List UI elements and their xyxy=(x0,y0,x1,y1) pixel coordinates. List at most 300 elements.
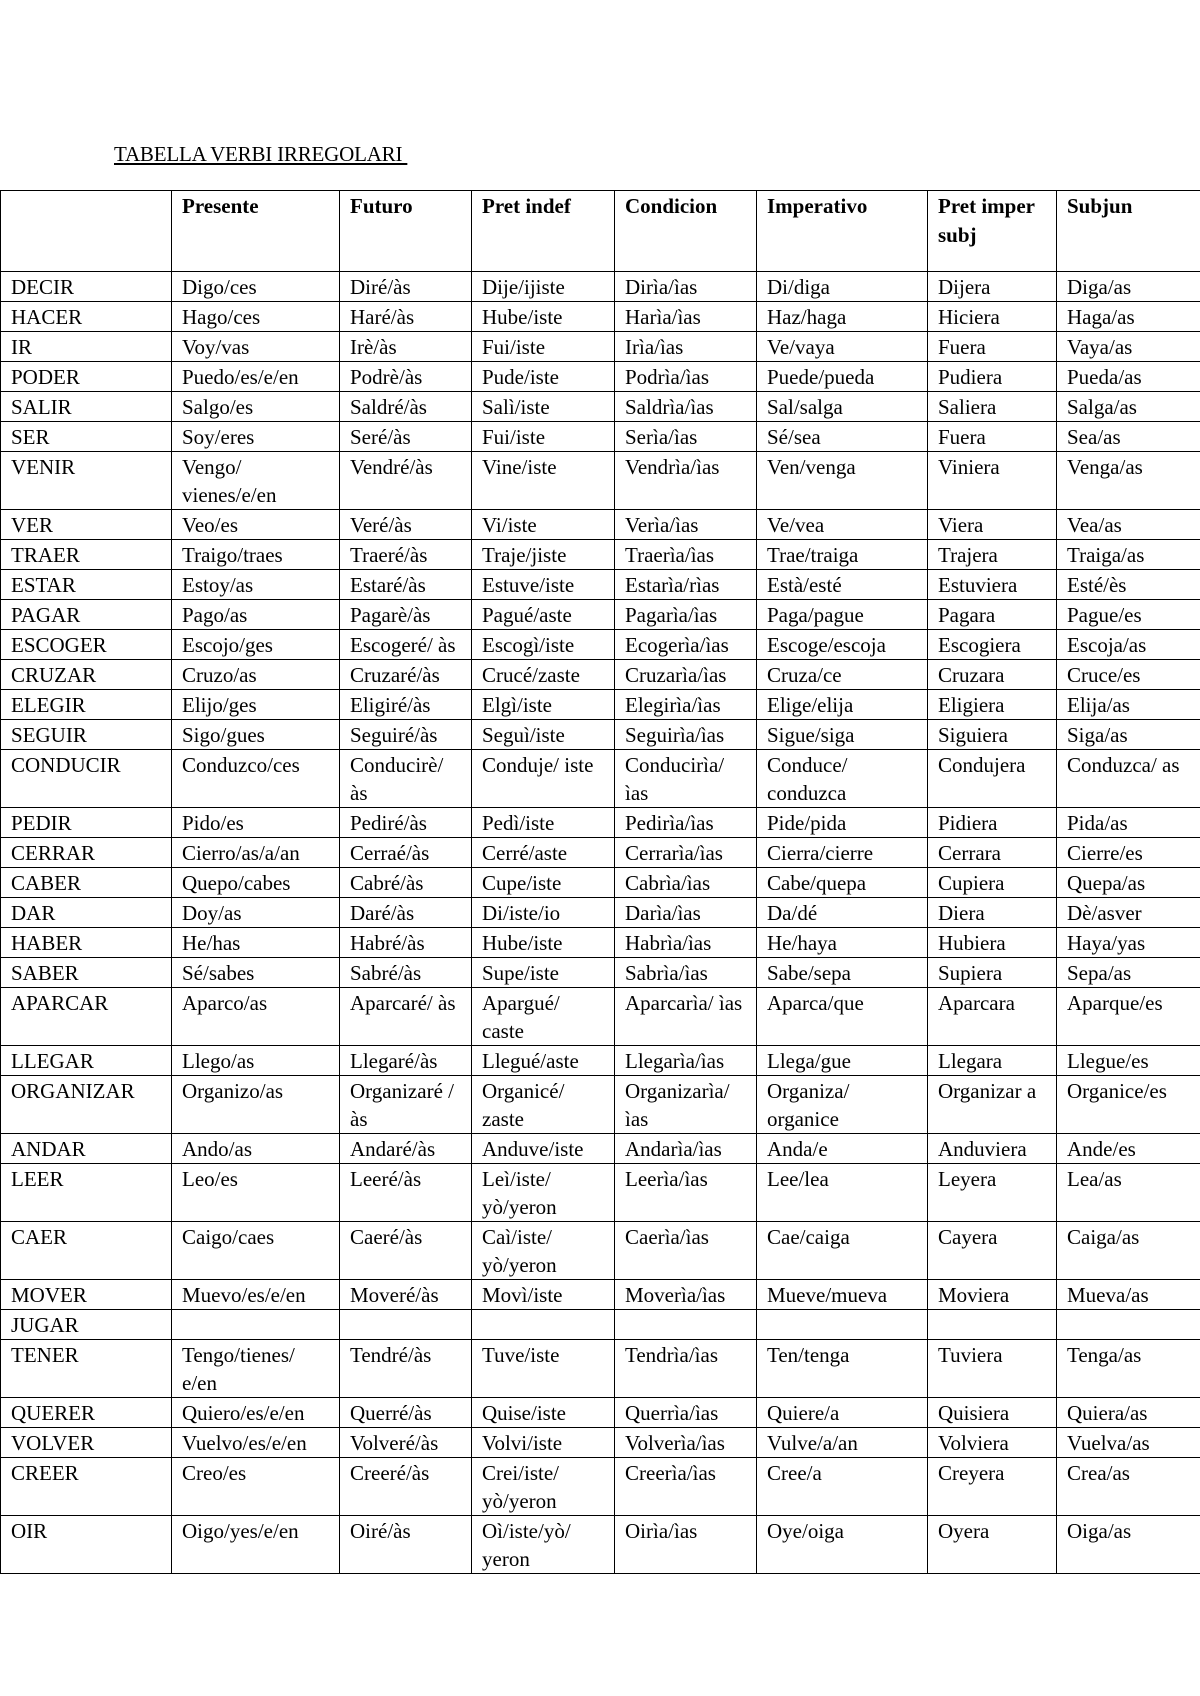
table-row xyxy=(1,1046,1200,1076)
conjugation-cell: Quisiera xyxy=(928,1398,1057,1428)
verb-cell: SER xyxy=(1,422,172,452)
table-row xyxy=(1,720,1200,750)
conjugation-cell xyxy=(472,1310,615,1340)
verb-cell: CERRAR xyxy=(1,838,172,868)
conjugation-cell: Cierre/es xyxy=(1057,838,1200,868)
conjugation-cell: Elija/as xyxy=(1057,690,1200,720)
conjugation-cell: Oirìa/ìas xyxy=(615,1516,757,1574)
conjugation-cell: Cerrarìa/ìas xyxy=(615,838,757,868)
conjugation-cell: Quiero/es/e/en xyxy=(172,1398,340,1428)
conjugation-cell: Caeré/às xyxy=(340,1222,472,1280)
verb-cell: QUERER xyxy=(1,1398,172,1428)
conjugation-cell: Hubiera xyxy=(928,928,1057,958)
conjugation-cell: Hube/iste xyxy=(472,928,615,958)
verb-cell: ESCOGER xyxy=(1,630,172,660)
verb-cell: VENIR xyxy=(1,452,172,510)
conjugation-cell: Leyera xyxy=(928,1164,1057,1222)
conjugation-cell: Saldrìa/ìas xyxy=(615,392,757,422)
table-row xyxy=(1,422,1200,452)
conjugation-cell: Vendré/às xyxy=(340,452,472,510)
conjugation-cell: Sé/sea xyxy=(757,422,928,452)
conjugation-cell: Cerrara xyxy=(928,838,1057,868)
table-row xyxy=(1,928,1200,958)
conjugation-cell: Vengo/ vienes/e/en xyxy=(172,452,340,510)
table-row xyxy=(1,272,1200,302)
verb-cell: ELEGIR xyxy=(1,690,172,720)
conjugation-cell: Aparque/es xyxy=(1057,988,1200,1046)
conjugation-cell: Veo/es xyxy=(172,510,340,540)
conjugation-cell: Volveré/às xyxy=(340,1428,472,1458)
conjugation-cell: Oye/oiga xyxy=(757,1516,928,1574)
conjugation-cell: Cabe/quepa xyxy=(757,868,928,898)
conjugation-cell: Dè/asver xyxy=(1057,898,1200,928)
conjugation-cell: Caigo/caes xyxy=(172,1222,340,1280)
conjugation-cell: Està/esté xyxy=(757,570,928,600)
conjugation-cell: Anduve/iste xyxy=(472,1134,615,1164)
conjugation-cell: Supiera xyxy=(928,958,1057,988)
conjugation-cell: Cruzara xyxy=(928,660,1057,690)
conjugation-cell: Quepo/cabes xyxy=(172,868,340,898)
conjugation-cell: Podrìa/ìas xyxy=(615,362,757,392)
verb-cell: ANDAR xyxy=(1,1134,172,1164)
conjugation-cell: Podrè/às xyxy=(340,362,472,392)
conjugation-cell: Creyera xyxy=(928,1458,1057,1516)
conjugation-cell: Doy/as xyxy=(172,898,340,928)
conjugation-cell: Moviera xyxy=(928,1280,1057,1310)
table-row xyxy=(1,750,1200,808)
table-row xyxy=(1,600,1200,630)
conjugation-cell: Elgì/iste xyxy=(472,690,615,720)
conjugation-cell: Muevo/es/e/en xyxy=(172,1280,340,1310)
conjugation-cell: Quiere/a xyxy=(757,1398,928,1428)
conjugation-cell: Sigo/gues xyxy=(172,720,340,750)
conjugation-cell: Tendré/às xyxy=(340,1340,472,1398)
conjugation-cell: Fui/iste xyxy=(472,422,615,452)
conjugation-cell: Pediré/às xyxy=(340,808,472,838)
conjugation-cell: Cruzo/as xyxy=(172,660,340,690)
conjugation-cell: Estoy/as xyxy=(172,570,340,600)
conjugation-cell: Pagarìa/ìas xyxy=(615,600,757,630)
conjugation-cell: Vaya/as xyxy=(1057,332,1200,362)
conjugation-cell: Pagarè/às xyxy=(340,600,472,630)
verb-cell: LLEGAR xyxy=(1,1046,172,1076)
conjugation-cell: Diera xyxy=(928,898,1057,928)
verb-cell: CABER xyxy=(1,868,172,898)
verb-cell: IR xyxy=(1,332,172,362)
conjugation-cell: Fuera xyxy=(928,422,1057,452)
table-row xyxy=(1,332,1200,362)
conjugation-cell: Leo/es xyxy=(172,1164,340,1222)
conjugation-cell: Cruce/es xyxy=(1057,660,1200,690)
conjugation-cell: Estaré/às xyxy=(340,570,472,600)
conjugation-cell: Conduje/ iste xyxy=(472,750,615,808)
table-row xyxy=(1,690,1200,720)
table-row xyxy=(1,1076,1200,1134)
conjugation-cell: Saldré/às xyxy=(340,392,472,422)
conjugation-cell: Conduzca/ as xyxy=(1057,750,1200,808)
header-cell-verb xyxy=(1,191,172,272)
conjugation-cell: Traiga/as xyxy=(1057,540,1200,570)
verb-cell: CAER xyxy=(1,1222,172,1280)
conjugation-cell: Salga/as xyxy=(1057,392,1200,422)
conjugation-cell: Traje/jiste xyxy=(472,540,615,570)
table-row xyxy=(1,1516,1200,1574)
conjugation-cell: Organiza/ organice xyxy=(757,1076,928,1134)
table-row xyxy=(1,808,1200,838)
irregular-verbs-table xyxy=(0,190,1200,1574)
conjugation-cell: Seguiré/às xyxy=(340,720,472,750)
conjugation-cell: Dijera xyxy=(928,272,1057,302)
conjugation-cell: Vulve/a/an xyxy=(757,1428,928,1458)
conjugation-cell: Vuelvo/es/e/en xyxy=(172,1428,340,1458)
table-row xyxy=(1,570,1200,600)
conjugation-cell: Cruzaré/às xyxy=(340,660,472,690)
verb-cell: DAR xyxy=(1,898,172,928)
conjugation-cell: Creeré/às xyxy=(340,1458,472,1516)
conjugation-cell: Di/iste/io xyxy=(472,898,615,928)
conjugation-cell: Lea/as xyxy=(1057,1164,1200,1222)
conjugation-cell: Anduviera xyxy=(928,1134,1057,1164)
conjugation-cell: Sabré/às xyxy=(340,958,472,988)
conjugation-cell: Habré/às xyxy=(340,928,472,958)
conjugation-cell: Organice/es xyxy=(1057,1076,1200,1134)
conjugation-cell: Organizaré /às xyxy=(340,1076,472,1134)
conjugation-cell: Cabrìa/ìas xyxy=(615,868,757,898)
conjugation-cell: Crea/as xyxy=(1057,1458,1200,1516)
conjugation-cell xyxy=(340,1310,472,1340)
conjugation-cell: Conduce/ conduzca xyxy=(757,750,928,808)
conjugation-cell: Tendrìa/ìas xyxy=(615,1340,757,1398)
conjugation-cell: Leeré/às xyxy=(340,1164,472,1222)
conjugation-cell: Dirìa/ìas xyxy=(615,272,757,302)
table-row xyxy=(1,1164,1200,1222)
conjugation-cell: Hago/ces xyxy=(172,302,340,332)
conjugation-cell: Condujera xyxy=(928,750,1057,808)
conjugation-cell: Caiga/as xyxy=(1057,1222,1200,1280)
conjugation-cell: Quiera/as xyxy=(1057,1398,1200,1428)
conjugation-cell: Andarìa/ìas xyxy=(615,1134,757,1164)
table-row xyxy=(1,1134,1200,1164)
conjugation-cell: Ten/tenga xyxy=(757,1340,928,1398)
conjugation-cell: Volvi/iste xyxy=(472,1428,615,1458)
table-row xyxy=(1,1340,1200,1398)
conjugation-cell: Darìa/ìas xyxy=(615,898,757,928)
conjugation-cell: Eligiera xyxy=(928,690,1057,720)
conjugation-cell: Organizar a xyxy=(928,1076,1057,1134)
conjugation-cell: Cayera xyxy=(928,1222,1057,1280)
conjugation-cell: Cupe/iste xyxy=(472,868,615,898)
verb-cell: HACER xyxy=(1,302,172,332)
conjugation-cell: Caì/iste/ yò/yeron xyxy=(472,1222,615,1280)
conjugation-cell: Viera xyxy=(928,510,1057,540)
verb-cell: PODER xyxy=(1,362,172,392)
conjugation-cell: Venga/as xyxy=(1057,452,1200,510)
conjugation-cell xyxy=(615,1310,757,1340)
conjugation-cell: Siga/as xyxy=(1057,720,1200,750)
verb-cell: CREER xyxy=(1,1458,172,1516)
conjugation-cell: Traerìa/ìas xyxy=(615,540,757,570)
conjugation-cell: Seré/às xyxy=(340,422,472,452)
table-row xyxy=(1,452,1200,510)
conjugation-cell: Pedì/iste xyxy=(472,808,615,838)
conjugation-cell: He/haya xyxy=(757,928,928,958)
conjugation-cell: Hube/iste xyxy=(472,302,615,332)
conjugation-cell: Conducirìa/ ìas xyxy=(615,750,757,808)
conjugation-cell: Cae/caiga xyxy=(757,1222,928,1280)
conjugation-cell: Puede/pueda xyxy=(757,362,928,392)
conjugation-cell: Diga/as xyxy=(1057,272,1200,302)
conjugation-cell: Dije/ijiste xyxy=(472,272,615,302)
header-cell: Subjun xyxy=(1057,191,1200,272)
conjugation-cell: Pueda/as xyxy=(1057,362,1200,392)
verb-cell: JUGAR xyxy=(1,1310,172,1340)
conjugation-cell: Ven/venga xyxy=(757,452,928,510)
table-row xyxy=(1,1458,1200,1516)
conjugation-cell: Vendrìa/ìas xyxy=(615,452,757,510)
conjugation-cell: Sepa/as xyxy=(1057,958,1200,988)
conjugation-cell: Salgo/es xyxy=(172,392,340,422)
conjugation-cell: Quepa/as xyxy=(1057,868,1200,898)
conjugation-cell: Aparca/que xyxy=(757,988,928,1046)
conjugation-cell: Haré/às xyxy=(340,302,472,332)
conjugation-cell: Trajera xyxy=(928,540,1057,570)
table-row xyxy=(1,988,1200,1046)
conjugation-cell: Salì/iste xyxy=(472,392,615,422)
conjugation-cell: Estuviera xyxy=(928,570,1057,600)
conjugation-cell: Cree/a xyxy=(757,1458,928,1516)
conjugation-cell: Elegirìa/ìas xyxy=(615,690,757,720)
header-cell: Pret imper subj xyxy=(928,191,1057,272)
conjugation-cell: Seguirìa/ìas xyxy=(615,720,757,750)
conjugation-cell: Tengo/tienes/ e/en xyxy=(172,1340,340,1398)
conjugation-cell: Estuve/iste xyxy=(472,570,615,600)
conjugation-cell: Apargué/ caste xyxy=(472,988,615,1046)
conjugation-cell: Haya/yas xyxy=(1057,928,1200,958)
header-cell: Presente xyxy=(172,191,340,272)
conjugation-cell: Vi/iste xyxy=(472,510,615,540)
verb-cell: HABER xyxy=(1,928,172,958)
conjugation-cell: Escojo/ges xyxy=(172,630,340,660)
conjugation-cell: Pague/es xyxy=(1057,600,1200,630)
conjugation-cell: Lee/lea xyxy=(757,1164,928,1222)
conjugation-cell: Organizo/as xyxy=(172,1076,340,1134)
conjugation-cell: Leì/iste/ yò/yeron xyxy=(472,1164,615,1222)
conjugation-cell: Harìa/ìas xyxy=(615,302,757,332)
conjugation-cell: Sigue/siga xyxy=(757,720,928,750)
conjugation-cell: Vea/as xyxy=(1057,510,1200,540)
conjugation-cell: Saliera xyxy=(928,392,1057,422)
conjugation-cell: Elijo/ges xyxy=(172,690,340,720)
table-row xyxy=(1,630,1200,660)
conjugation-cell: Moverìa/ìas xyxy=(615,1280,757,1310)
conjugation-cell: Cerré/aste xyxy=(472,838,615,868)
conjugation-cell: Serìa/ìas xyxy=(615,422,757,452)
table-row xyxy=(1,1310,1200,1340)
table-row xyxy=(1,838,1200,868)
conjugation-cell: Cruza/ce xyxy=(757,660,928,690)
conjugation-cell: Sabrìa/ìas xyxy=(615,958,757,988)
table-row xyxy=(1,540,1200,570)
table-row xyxy=(1,1222,1200,1280)
conjugation-cell: Ve/vea xyxy=(757,510,928,540)
conjugation-cell: Cierra/cierre xyxy=(757,838,928,868)
conjugation-cell: Pidiera xyxy=(928,808,1057,838)
header-cell: Pret indef xyxy=(472,191,615,272)
conjugation-cell: Digo/ces xyxy=(172,272,340,302)
conjugation-cell: Siguiera xyxy=(928,720,1057,750)
page-title: TABELLA VERBI IRREGOLARI xyxy=(114,142,408,166)
conjugation-cell: Ande/es xyxy=(1057,1134,1200,1164)
conjugation-cell: Viniera xyxy=(928,452,1057,510)
conjugation-cell: Pagara xyxy=(928,600,1057,630)
conjugation-cell: Habrìa/ìas xyxy=(615,928,757,958)
verb-cell: VOLVER xyxy=(1,1428,172,1458)
table-row xyxy=(1,1398,1200,1428)
conjugation-cell: Fui/iste xyxy=(472,332,615,362)
conjugation-cell: Querrìa/ìas xyxy=(615,1398,757,1428)
conjugation-cell: Escogì/iste xyxy=(472,630,615,660)
conjugation-cell: Voy/vas xyxy=(172,332,340,362)
verb-cell: SABER xyxy=(1,958,172,988)
verb-cell: SALIR xyxy=(1,392,172,422)
conjugation-cell: Movì/iste xyxy=(472,1280,615,1310)
conjugation-cell: Cerraé/às xyxy=(340,838,472,868)
conjugation-cell xyxy=(757,1310,928,1340)
conjugation-cell: Pida/as xyxy=(1057,808,1200,838)
conjugation-cell: Aparcara xyxy=(928,988,1057,1046)
conjugation-cell: Organicé/ zaste xyxy=(472,1076,615,1134)
verb-cell: MOVER xyxy=(1,1280,172,1310)
conjugation-cell: Paga/pague xyxy=(757,600,928,630)
verb-cell: TRAER xyxy=(1,540,172,570)
conjugation-cell: Llegara xyxy=(928,1046,1057,1076)
conjugation-cell xyxy=(928,1310,1057,1340)
table-row xyxy=(1,898,1200,928)
conjugation-cell: Puedo/es/e/en xyxy=(172,362,340,392)
conjugation-cell: Sea/as xyxy=(1057,422,1200,452)
conjugation-cell: Diré/às xyxy=(340,272,472,302)
conjugation-cell: Creo/es xyxy=(172,1458,340,1516)
verb-cell: ORGANIZAR xyxy=(1,1076,172,1134)
conjugation-cell: Crei/iste/ yò/yeron xyxy=(472,1458,615,1516)
conjugation-cell: Hiciera xyxy=(928,302,1057,332)
conjugation-cell: Pago/as xyxy=(172,600,340,630)
conjugation-cell: Da/dé xyxy=(757,898,928,928)
conjugation-cell: Oì/iste/yò/ yeron xyxy=(472,1516,615,1574)
verb-cell: CRUZAR xyxy=(1,660,172,690)
conjugation-cell: Andaré/às xyxy=(340,1134,472,1164)
header-cell: Imperativo xyxy=(757,191,928,272)
table-row xyxy=(1,510,1200,540)
conjugation-cell: Pudiera xyxy=(928,362,1057,392)
conjugation-cell: He/has xyxy=(172,928,340,958)
verb-cell: PEDIR xyxy=(1,808,172,838)
conjugation-cell: Estarìa/rìas xyxy=(615,570,757,600)
conjugation-cell: Llega/gue xyxy=(757,1046,928,1076)
conjugation-cell: Conduzco/ces xyxy=(172,750,340,808)
table-row xyxy=(1,1428,1200,1458)
conjugation-cell: Irìa/ìas xyxy=(615,332,757,362)
header-cell: Condicion xyxy=(615,191,757,272)
conjugation-cell: Oigo/yes/e/en xyxy=(172,1516,340,1574)
conjugation-cell: Mueva/as xyxy=(1057,1280,1200,1310)
verb-cell: TENER xyxy=(1,1340,172,1398)
verb-cell: APARCAR xyxy=(1,988,172,1046)
conjugation-cell: Ecogerìa/ìas xyxy=(615,630,757,660)
conjugation-cell: Haz/haga xyxy=(757,302,928,332)
verb-cell: PAGAR xyxy=(1,600,172,630)
conjugation-cell: Tuviera xyxy=(928,1340,1057,1398)
conjugation-cell: Llegue/es xyxy=(1057,1046,1200,1076)
table-row xyxy=(1,868,1200,898)
conjugation-cell: Soy/eres xyxy=(172,422,340,452)
conjugation-cell: Organizarìa/ ìas xyxy=(615,1076,757,1134)
conjugation-cell: Tenga/as xyxy=(1057,1340,1200,1398)
conjugation-cell xyxy=(1057,1310,1200,1340)
conjugation-cell: Pude/iste xyxy=(472,362,615,392)
conjugation-cell: Leerìa/ìas xyxy=(615,1164,757,1222)
conjugation-cell: Traigo/traes xyxy=(172,540,340,570)
conjugation-cell: Llego/as xyxy=(172,1046,340,1076)
conjugation-cell: Cabré/às xyxy=(340,868,472,898)
conjugation-cell: Pido/es xyxy=(172,808,340,838)
conjugation-cell: Llegué/aste xyxy=(472,1046,615,1076)
conjugation-cell: Veré/às xyxy=(340,510,472,540)
conjugation-cell: Vuelva/as xyxy=(1057,1428,1200,1458)
conjugation-cell: Haga/as xyxy=(1057,302,1200,332)
conjugation-cell: Ve/vaya xyxy=(757,332,928,362)
verb-cell: LEER xyxy=(1,1164,172,1222)
conjugation-cell: Pagué/aste xyxy=(472,600,615,630)
conjugation-cell: Caerìa/ìas xyxy=(615,1222,757,1280)
header-cell: Futuro xyxy=(340,191,472,272)
conjugation-cell: Pide/pida xyxy=(757,808,928,838)
verb-cell: VER xyxy=(1,510,172,540)
conjugation-cell: Daré/às xyxy=(340,898,472,928)
conjugation-cell: Crucé/zaste xyxy=(472,660,615,690)
conjugation-cell: Irè/às xyxy=(340,332,472,362)
table-row xyxy=(1,302,1200,332)
conjugation-cell: Traeré/às xyxy=(340,540,472,570)
table-header-row xyxy=(1,191,1200,272)
table-row xyxy=(1,1280,1200,1310)
conjugation-cell: Eligiré/às xyxy=(340,690,472,720)
conjugation-cell: Vine/iste xyxy=(472,452,615,510)
conjugation-cell: Oiré/às xyxy=(340,1516,472,1574)
conjugation-cell: Llegarìa/ìas xyxy=(615,1046,757,1076)
conjugation-cell: Di/diga xyxy=(757,272,928,302)
conjugation-cell: Fuera xyxy=(928,332,1057,362)
conjugation-cell: Escogiera xyxy=(928,630,1057,660)
conjugation-cell: Aparcaré/ às xyxy=(340,988,472,1046)
table-row xyxy=(1,392,1200,422)
conjugation-cell: Sabe/sepa xyxy=(757,958,928,988)
conjugation-cell: Escoja/as xyxy=(1057,630,1200,660)
conjugation-cell: Mueve/mueva xyxy=(757,1280,928,1310)
verb-cell: DECIR xyxy=(1,272,172,302)
conjugation-cell: Aparco/as xyxy=(172,988,340,1046)
conjugation-cell: Sal/salga xyxy=(757,392,928,422)
conjugation-cell: Sé/sabes xyxy=(172,958,340,988)
conjugation-cell: Cruzarìa/ìas xyxy=(615,660,757,690)
conjugation-cell: Tuve/iste xyxy=(472,1340,615,1398)
table-body xyxy=(1,272,1200,1574)
conjugation-cell: Ando/as xyxy=(172,1134,340,1164)
conjugation-cell xyxy=(172,1310,340,1340)
conjugation-cell: Creerìa/ìas xyxy=(615,1458,757,1516)
conjugation-cell: Cierro/as/a/an xyxy=(172,838,340,868)
verb-cell: CONDUCIR xyxy=(1,750,172,808)
